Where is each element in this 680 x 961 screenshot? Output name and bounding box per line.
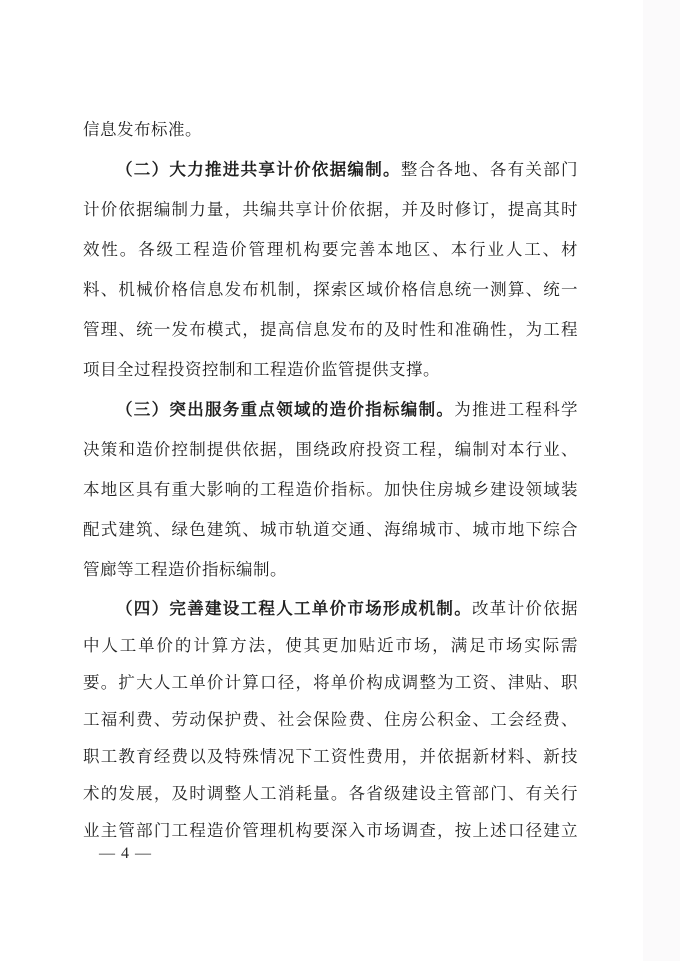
document-line (83, 550, 578, 590)
paragraph-continuation (83, 110, 578, 150)
document-line (83, 590, 578, 627)
document-line (83, 150, 578, 190)
body-text: 本地区具有重大影响的工程造价指标。加快住房城乡建设领域装 (83, 480, 578, 499)
document-line (83, 812, 578, 849)
body-text: 料、机械价格信息发布机制，探索区域价格信息统一测算、统一 (83, 280, 578, 299)
body-text: 要。扩大人工单价计算口径，将单价构成调整为工资、津贴、职 (83, 673, 578, 692)
body-text: 业主管部门工程造价管理机构要深入市场调查，按上述口径建立 (83, 821, 578, 840)
document-body (83, 110, 578, 849)
body-text: 效性。各级工程造价管理机构要完善本地区、本行业人工、材 (83, 240, 578, 259)
body-text: 决策和造价控制提供依据，围绕政府投资工程，编制对本行业、 (83, 440, 578, 459)
document-line (83, 701, 578, 738)
document-line (83, 350, 578, 390)
document-line (83, 738, 578, 775)
body-text: 中人工单价的计算方法，使其更加贴近市场，满足市场实际需 (83, 636, 578, 655)
document-line (83, 390, 578, 430)
document-line (83, 270, 578, 310)
document-line (83, 190, 578, 230)
body-text: 信息发布标准。 (83, 120, 202, 139)
document-line (83, 430, 578, 470)
document-line (83, 470, 578, 510)
body-text: 职工教育经费以及特殊情况下工资性费用，并依据新材料、新技 (83, 747, 578, 766)
heading-text: （三）突出服务重点领域的造价指标编制。 (116, 400, 455, 419)
body-text: 管廊等工程造价指标编制。 (83, 560, 287, 579)
paragraph-item-3 (83, 390, 578, 590)
document-line (83, 510, 578, 550)
document-line (83, 230, 578, 270)
document-line (83, 310, 578, 350)
body-text: 计价依据编制力量，共编共享计价依据，并及时修订，提高其时 (83, 200, 578, 219)
body-text: 工福利费、劳动保护费、社会保险费、住房公积金、工会经费、 (83, 710, 578, 729)
document-line (83, 775, 578, 812)
scan-edge-shading (643, 0, 680, 961)
paragraph-item-2 (83, 150, 578, 390)
body-text: 整合各地、各有关部门 (400, 160, 579, 179)
document-line (83, 110, 578, 150)
paragraph-item-4 (83, 590, 578, 849)
heading-text: （二）大力推进共享计价依据编制。 (116, 160, 401, 179)
document-line (83, 664, 578, 701)
body-text: 项目全过程投资控制和工程造价监管提供支撑。 (83, 360, 440, 379)
body-text: 为推进工程科学 (454, 400, 579, 419)
document-line (83, 627, 578, 664)
body-text: 管理、统一发布模式，提高信息发布的及时性和准确性，为工程 (83, 320, 578, 339)
body-text: 改革计价依据 (472, 599, 579, 618)
heading-text: （四）完善建设工程人工单价市场形成机制。 (116, 599, 472, 618)
body-text: 配式建筑、绿色建筑、城市轨道交通、海绵城市、城市地下综合 (83, 520, 578, 539)
body-text: 术的发展，及时调整人工消耗量。各省级建设主管部门、有关行 (83, 784, 578, 803)
page-number: — 4 — (99, 845, 152, 862)
